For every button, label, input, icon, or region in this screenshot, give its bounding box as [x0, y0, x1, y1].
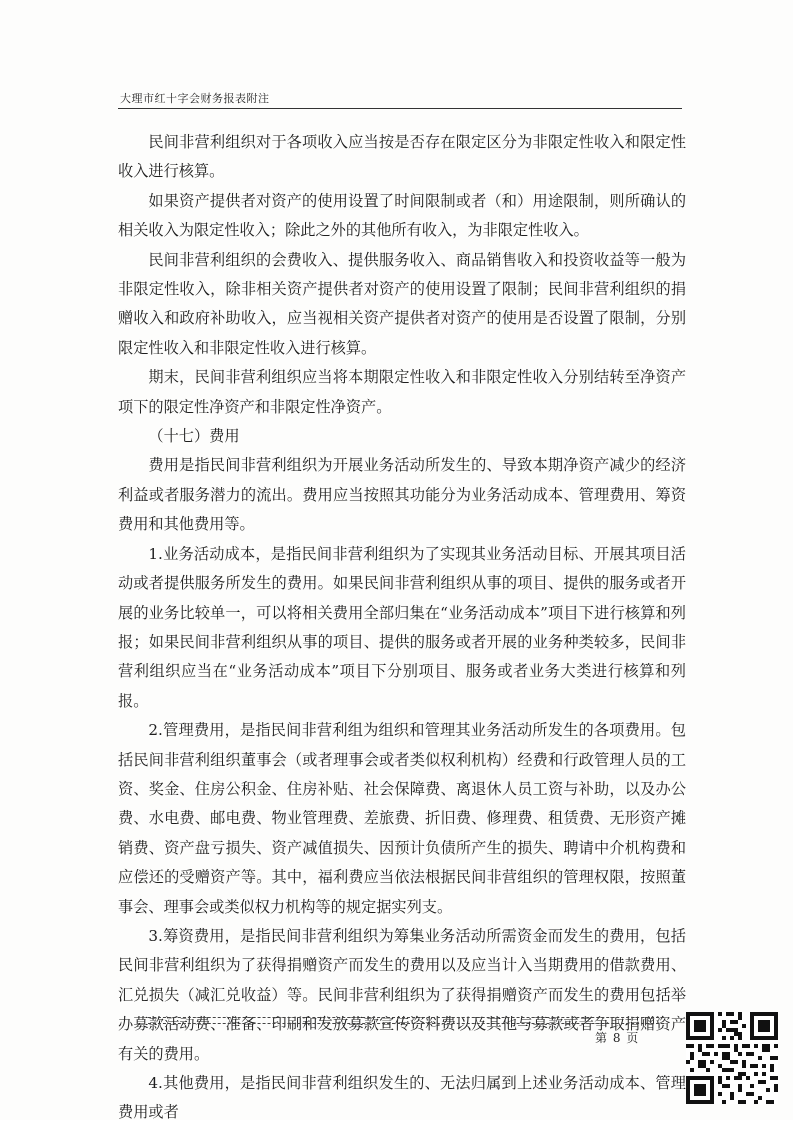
list-item: 3.筹资费用，是指民间非营利组织为筹集业务活动所需资金而发生的费用，包括民间非营利组织为了获得捐赠资产而发生的费用以及应当计入当期费用的借款费用、汇兑损失（减汇兑收益）等。民间非营利组织为了获得捐赠资产而发生的费用包括举办募款活动费、准备、印刷和发放募款宣传资料费以及其他与募款或者争取捐赠资产有关的费用。 — [118, 926, 686, 1063]
header-rule — [118, 108, 682, 109]
list-item: 2.管理费用，是指民间非营利组为组织和管理其业务活动所发生的各项费用。包括民间非营利组织董事会（或者理事会或者类似权利机构）经费和行政管理人员的工资、奖金、住房公积金、住房补贴、社会保障费、离退休人员工资与补助，以及办公费、水电费、邮电费、物业管理费、差旅费、折旧费、修理费、租赁费、无形资产摊销费、资产盘亏损失、资产减值损失、因预计负债所产生的损失、聘请中介机构费和应偿还的受赠资产等。其中，福利费应当依法根据民间非营组织的管理权限，按照董事会、理事会或类似权力机构等的规定据实列支。 — [118, 721, 686, 916]
paragraph: 民间非营利组织的会费收入、提供服务收入、商品销售收入和投资收益等一般为非限定性收入，除非相关资产提供者对资产的使用设置了限制；民间非营利组织的捐赠收入和政府补助收入，应当视相关资产提供者对资产的使用是否设置了限制，分别限定性收入和非限定性收入进行核算。 — [118, 250, 686, 357]
section-intro: 费用是指民间非营利组织为开展业务活动所发生的、导致本期净资产减少的经济利益或者服务潜力的流出。费用应当按照其功能分为业务活动成本、管理费用、筹资费用和其他费用等。 — [118, 456, 686, 534]
footer-rule — [148, 1017, 664, 1024]
list-item: 4.其他费用，是指民间非营利组织发生的、无法归属到上述业务活动成本、管理费用或者 — [118, 1074, 686, 1122]
paragraph: 如果资产提供者对资产的使用设置了时间限制或者（和）用途限制，则所确认的相关收入为限定性收入；除此之外的其他所有收入，为非限定性收入。 — [118, 191, 686, 240]
section-heading: （十七）费用 — [148, 427, 240, 446]
body-text — [118, 128, 686, 1128]
paragraph: 期末，民间非营利组织应当将本期限定性收入和非限定性收入分别结转至净资产项下的限定性净资产和非限定性净资产。 — [118, 368, 686, 416]
qr-code-icon — [686, 1012, 778, 1104]
list-item: 1.业务活动成本，是指民间非营利组织为了实现其业务活动目标、开展其项目活动或者提供服务所发生的费用。如果民间非营利组织从事的项目、提供的服务或者开展的业务比较单一，可以将相关费用全部归集在“业务活动成本”项目下进行核算和列报；如果民间非营利组织从事的项目、提供的服务或者开展的业务种类较多，民间非营利组织应当在“业务活动成本”项目下分别项目、服务或者业务大类进行核算和列报。 — [118, 544, 686, 710]
paragraph: 民间非营利组织对于各项收入应当按是否存在限定区分为非限定性收入和限定性收入进行核算。 — [118, 133, 686, 181]
header-title: 大理市红十字会财务报表附注 — [120, 92, 270, 105]
page-number: 第 8 页 — [595, 1031, 640, 1045]
